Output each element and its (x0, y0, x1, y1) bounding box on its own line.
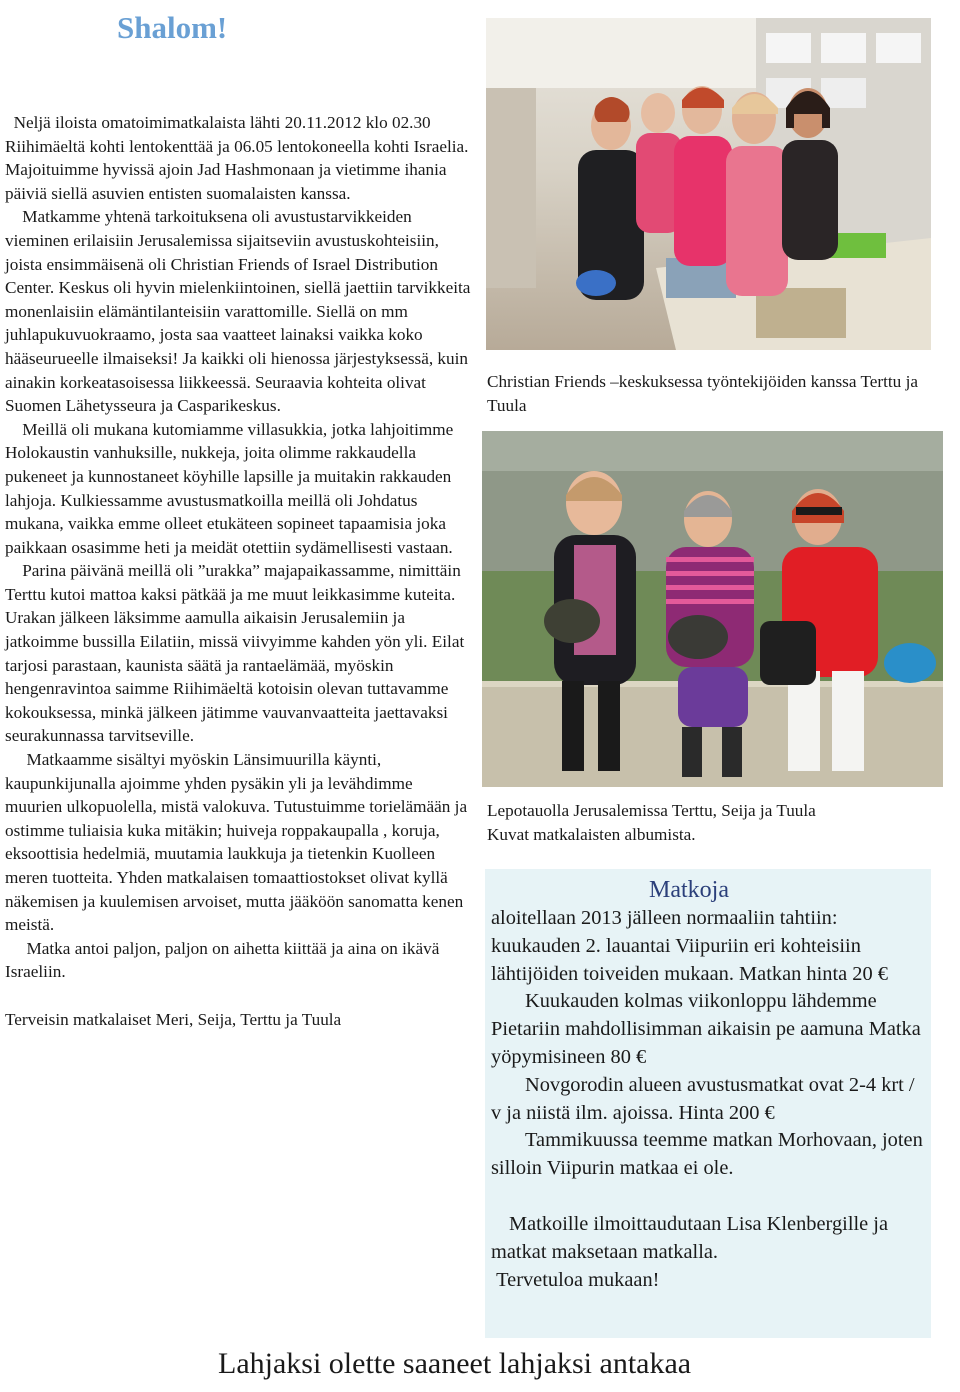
matkoja-box (485, 869, 931, 1338)
matkoja-closing-2: Tervetuloa mukaan! (491, 1268, 660, 1291)
white-pants (788, 671, 820, 771)
matkoja-paragraph-1: aloitellaan 2013 jälleen normaaliin tahtiin: kuukauden 2. lauantai Viipuriin eri kohteisiin lähtijöiden toiveiden mukaan. Matkan hinta 20 € (491, 907, 888, 985)
article-paragraph-1: Neljä iloista omatoimimatkalaista lähti 20.11.2012 klo 02.30 Riihimäeltä kohti lentokenttää ja 06.05 lentokoneella kohti Israelia. Majoituimme hyvissä ajoin Jad Hashmonaan ja vietimme ihania päiviä siellä asuvien entisten suomalaisten kanssa. (5, 113, 473, 203)
hair (682, 88, 724, 109)
white-pants (832, 671, 864, 771)
spacer (5, 984, 473, 1008)
matkoja-paragraph-4: Tammikuussa teemme matkan Morhovaan, joten silloin Viipurin matkaa ei ole. (491, 1129, 923, 1180)
basket (766, 33, 811, 63)
person-body (782, 140, 838, 260)
photo2-caption (487, 799, 947, 846)
side-rack (486, 88, 536, 288)
matkoja-paragraph-2: Kuukauden kolmas viikonloppu lähdemme Pietariin mahdollisimman aikaisin pe aamuna Matka yöpymisineen 80 € (491, 990, 921, 1068)
article-paragraph-5: Matkaamme sisältyi myöskin Länsimuurilla käynti, kaupunkijunalla ajoimme yhden pysäkin yli ja levähdimme muurien ulkopuolella, mistä valokuva. Tutustuimme torielämään ja ostimme tuliaisia kuka mitäkin; huiveja roppakaupalla , koruja, eksoottisia hedelmiä, muutamia laukkuja ja tietenkin Kuolleen meren tuotteita. Yhden matkalaisen tomaattiostokset olivat kyllä näkemisen ja kuulemisen arvoiset, mutta jääköön sanomatta kenen meistä. (5, 750, 472, 935)
article-signature: Terveisin matkalaiset Meri, Seija, Terttu ja Tuula (5, 1009, 342, 1029)
matkoja-paragraph-3: Novgorodin alueen avustusmatkat ovat 2-4 krt / v ja niistä ilm. ajoissa. Hinta 200 € (491, 1073, 915, 1124)
matkoja-closing-1: Matkoille ilmoittaudutaan Lisa Klenbergille ja matkat maksetaan matkalla. (491, 1212, 889, 1263)
photo-christian-friends (486, 18, 931, 350)
article-body (5, 111, 473, 1031)
photo2-illustration (482, 431, 943, 787)
bag (544, 599, 600, 643)
matkoja-heading: Matkoja (649, 877, 729, 903)
page-title: Shalom! (117, 10, 228, 45)
person-head (641, 93, 675, 133)
blue-hat (576, 270, 616, 296)
bag (760, 621, 816, 685)
photo1-illustration (486, 18, 931, 350)
legs (722, 727, 742, 777)
person-body (674, 136, 732, 266)
person-body (726, 146, 788, 296)
legs (682, 727, 702, 777)
photo-jerusalem-rest (482, 431, 943, 787)
basket (821, 33, 866, 63)
article-paragraph-4: Parina päivänä meillä oli ”urakka” majapaikassamme, nimittäin Terttu kutoi mattoa kaksi pätkää ja me muut leikkasimme kuteita. Urakan jälkeen läksimme aamulla aikaisin Jerusalemiin ja jatkoimme bussilla Eilatiin, missä viivyimme kahden yön yli. Eilat tarjosi parastaan, kaunista säätä ja rantaelämää, myöskin hengenravintoa saimme Riihimäeltä kotoisin olevan tuttavamme kokouksessa, minkä jälkeen jätimme vauvanvaatteita jaettavaksi seurakunnassa tarvitseville. (5, 561, 469, 746)
photo2-caption-line1: Lepotauolla Jerusalemissa Terttu, Seija ja Tuula (487, 801, 816, 820)
basket (876, 33, 921, 63)
legs (598, 681, 620, 771)
basket (821, 78, 866, 108)
bag (668, 615, 728, 659)
article-paragraph-6: Matka antoi paljon, paljon on aihetta kiittää ja aina on ikävä Israeliin. (5, 938, 444, 982)
photo1-caption: Christian Friends –keskuksessa työntekijöiden kanssa Terttu ja Tuula (487, 372, 918, 415)
footer-motto: Lahjaksi olette saaneet lahjaksi antakaa (218, 1347, 692, 1380)
spacer (491, 1183, 925, 1211)
legs (562, 681, 584, 771)
photo2-caption-line2: Kuvat matkalaisten albumista. (487, 824, 696, 844)
wall-top (482, 431, 943, 471)
hair (594, 97, 629, 122)
sunglasses (796, 507, 842, 515)
blue-bag (884, 643, 936, 683)
article-paragraph-2: Matkamme yhtenä tarkoituksena oli avustustarvikkeiden vieminen erilaisiin Jerusalemissa sijaitseviin avustuskohteisiin, joista ensimmäisenä oli Christian Friends of Israel Distribution Center. Keskus oli hyvin mielenkiintoinen, siellä jaettiin tarvikkeita monenlaisiin elämäntilanteisiin varattomille. Siellä on mm juhlapukuvuokraamo, josta saa vaatteet lainaksi vaikka koko hääseurueelle ilmaiseksi! Ja kaikki oli hienossa järjestyksessä, kuin ainakin korkeatasoisessa liikkeessä. Seuraavia kohteita olivat Suomen Lähetysseura ja Casparikeskus. (5, 207, 475, 416)
article-paragraph-3: Meillä oli mukana kutomiamme villasukkia, jotka lahjoitimme Holokaustin vanhuksille, nukkeja, joita olimme rakkaudella pukeneet ja kunnostaneet köyhille lapsille ja muitakin rakkauden lahjoja. Kulkiessamme avustusmatkoilla meillä oli Johdatus mukana, vaikka emme olleet etukäteen sopineet tapaamisia joka paikkaan osasimme heti ja meidät otettiin sydämellisesti vastaan. (5, 419, 460, 557)
skirt (678, 667, 748, 727)
